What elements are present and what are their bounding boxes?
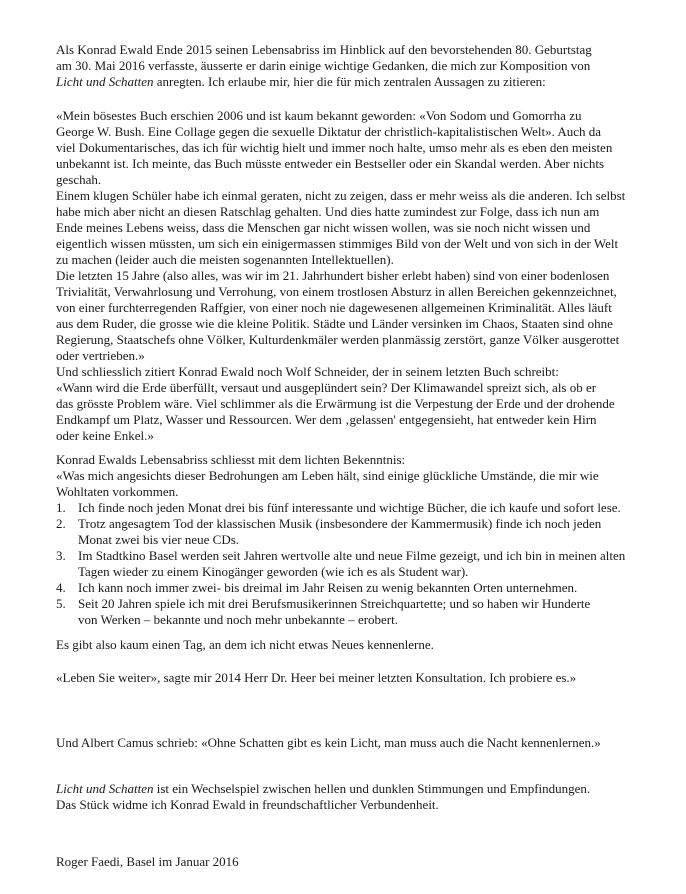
text-line: Licht und Schatten ist ein Wechselspiel zwischen hellen und dunklen Stimmungen und Empfindungen. [56,781,591,796]
text-line: das grösste Problem wäre. Viel schlimmer als die Erwärmung ist die Verpestung der Erde und der drohende [56,396,615,411]
text-line: Als Konrad Ewald Ende 2015 seinen Lebensabriss im Hinblick auf den bevorstehenden 80. Geburtstag [56,42,592,57]
neues-line: Es gibt also kaum einen Tag, an dem ich nicht etwas Neues kennenlerne. [56,637,434,652]
text-line: Und schliesslich zitiert Konrad Ewald noch Wolf Schneider, der in seinem letzten Buch schreibt: [56,364,559,379]
text-line: Trivialität, Verwahrlosung und Verrohung, von einem trostlosen Absturz in allen Bereichen gekennzeichnet, [56,284,617,299]
text-line: Ende meines Lebens weiss, dass die Menschen gar nicht wissen wollen, was sie noch nicht wissen und [56,220,591,235]
text-line: Licht und Schatten anregten. Ich erlaube mir, hier die für mich zentralen Aussagen zu zitieren: [56,74,546,89]
numbered-list [56,500,625,628]
list-number: 5. [56,596,66,611]
list-item: 3. Im Stadtkino Basel werden seit Jahren wertvolle alte und neue Filme gezeigt, und ich bin in meinen alten Tagen wieder zu einem Kinogänger geworden (wie ich es als Student war). [56,548,626,579]
signature: Roger Faedi, Basel im Januar 2016 [56,854,239,869]
list-item: 5. Seit 20 Jahren spiele ich mit drei Berufsmusikerinnen Streichquartette; und so haben wir Hunderte von Werken – bekannte und noch mehr unbekannte – erobert. [56,596,591,627]
text-line: oder vertrieben.» [56,348,145,363]
camus-quote: Und Albert Camus schrieb: «Ohne Schatten gibt es kein Licht, man muss auch die Nacht kennenlernen.» [56,735,601,750]
heer-quote: «Leben Sie weiter», sagte mir 2014 Herr Dr. Heer bei meiner letzten Konsultation. Ich probiere es.» [56,670,577,685]
list-number: 2. [56,516,66,531]
list-number: 3. [56,548,66,563]
text-line: «Wann wird die Erde überfüllt, versaut und ausgeplündert sein? Der Klimawandel spreizt sich, als ob er [56,380,597,395]
text-line: habe mich aber nicht an diesen Ratschlag gehalten. Und dies hatte zumindest zur Folge, dass ich nun am [56,204,600,219]
list-number: 4. [56,580,66,595]
intro-paragraph [56,42,592,90]
text-line: am 30. Mai 2016 verfasste, äusserte er darin einige wichtige Gedanken, die mich zur Komposition von [56,58,591,73]
text-line: unbekannt ist. Ich meinte, das Buch müsste entweder ein Bestseller oder ein Skandal werden. Aber nichts [56,156,605,171]
text-line: eigentlich wissen müssten, um sich ein einigermassen stimmiges Bild von der Welt und von sich in der Welt [56,236,619,251]
text-line: Wohltaten vorkommen. [56,484,179,499]
text-line: aus dem Ruder, die grosse wie die kleine Politik. Städte und Länder versinken im Chaos, Staaten sind ohne [56,316,613,331]
list-number: 1. [56,500,66,515]
list-item: 4. Ich kann noch immer zwei- bis dreimal im Jahr Reisen zu wenig bekannten Orten unternehmen. [56,580,578,595]
work-title: Licht und Schatten [56,74,154,89]
text-line: Das Stück widme ich Konrad Ewald in freundschaftlicher Verbundenheit. [56,797,439,812]
text-line: Regierung, Staatschefs ohne Völker, Kulturdenkmäler werden planmässig zerstört, ganze Völker ausgerottet [56,332,620,347]
text-line: viel Dokumentarisches, das ich für wichtig hielt und immer noch halte, umso mehr als es eben den meisten [56,140,613,155]
closing-paragraph [56,781,590,813]
text-line: Die letzten 15 Jahre (also alles, was wir im 21. Jahrhundert bisher erlebt haben) sind von einer bodenlosen [56,268,610,283]
text-line: George W. Bush. Eine Collage gegen die sexuelle Diktatur der christlich-kapitalistischen Welt». Auch da [56,124,602,139]
text-line: von einer furchterregenden Raffgier, von einer noch nie dagewesenen allgemeinen Kriminalität. Alles läuft [56,300,612,315]
text-line: geschah. [56,172,102,187]
bekenntnis-block [56,452,625,628]
list-item: 2. Trotz angesagtem Tod der klassischen Musik (insbesondere der Kammermusik) finde ich noch jeden Monat zwei bis vier neue CDs. [56,516,602,547]
list-item: 1. Ich finde noch jeden Monat drei bis fünf interessante und wichtige Bücher, die ich kaufe und sofort lese. [56,500,621,515]
text-line: oder keine Enkel.» [56,428,154,443]
text-line: Einem klugen Schüler habe ich einmal geraten, nicht zu zeigen, dass er mehr weiss als die anderen. Ich selbst [56,188,626,203]
text-line: «Was mich angesichts dieser Bedrohungen am Leben hält, sind einige glückliche Umstände, die mir wie [56,468,599,483]
work-title: Licht und Schatten [56,781,154,796]
text-line: zu machen (leider auch die meisten sogenannten Intellektuellen). [56,252,394,267]
text-line: Konrad Ewalds Lebensabriss schliesst mit dem lichten Bekenntnis: [56,452,406,467]
quote-block-1 [56,108,625,444]
text-line: «Mein bösestes Buch erschien 2006 und ist kaum bekannt geworden: «Von Sodom und Gomorrha zu [56,108,582,123]
text-line: Endkampf um Platz, Wasser und Ressourcen. Wer dem ‚gelassen' entgegensieht, hat entweder kein Hirn [56,412,597,427]
